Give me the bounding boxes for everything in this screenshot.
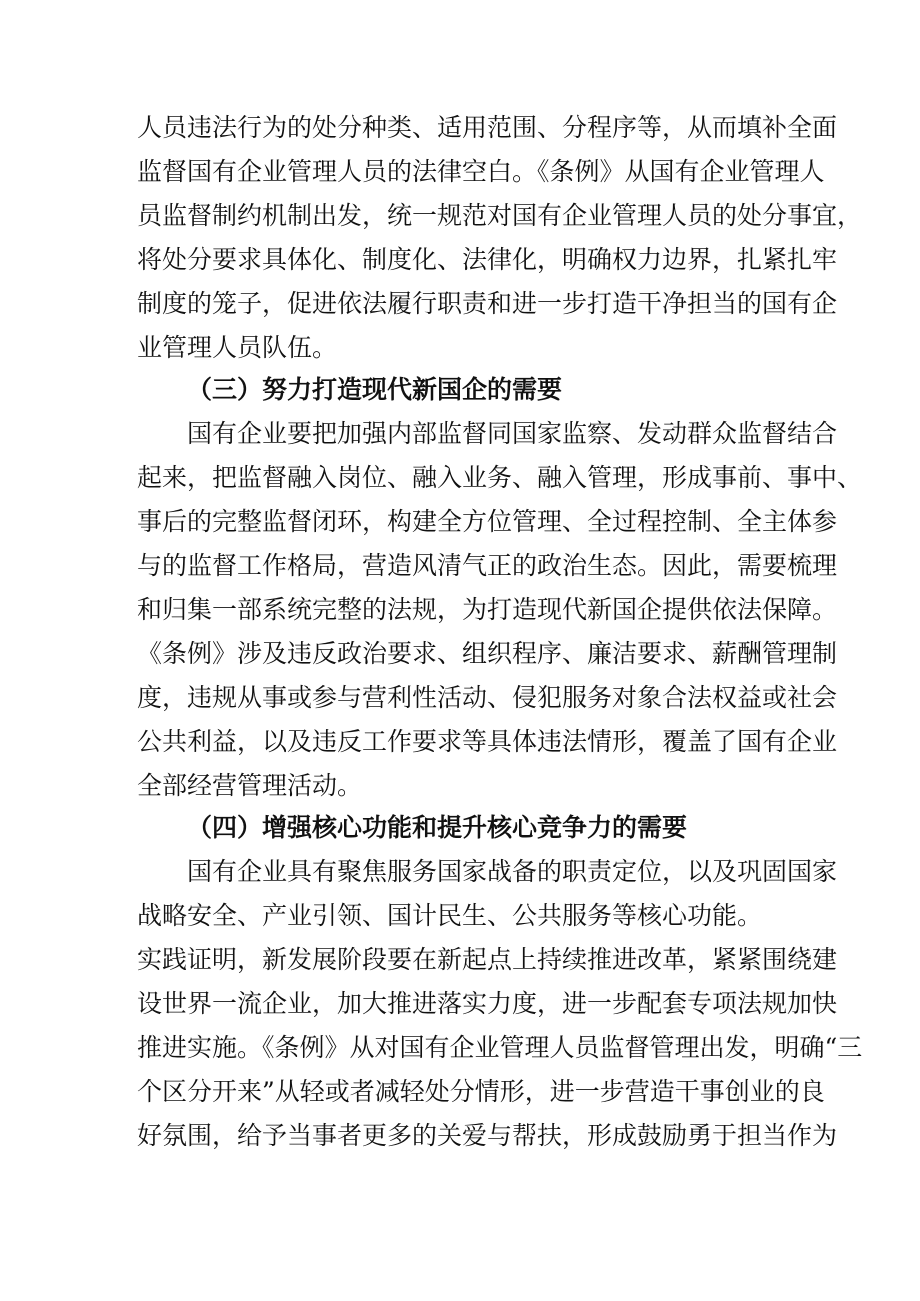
paragraph-2-line-7: 度，违规从事或参与营利性活动、侵犯服务对象合法权益或社会 — [137, 683, 838, 712]
paragraph-4-line-3: 推进实施。《条例》从对国有企业管理人员监督管理出发，明确“三 — [137, 1033, 863, 1062]
paragraph-2-line-8: 公共利益，以及违反工作要求等具体违法情形，覆盖了国有企业 — [137, 727, 838, 756]
paragraph-4-line-5: 好氛围，给予当事者更多的关爱与帮扶，形成鼓励勇于担当作为 — [137, 1121, 838, 1150]
paragraph-1-line-2: 监督国有企业管理人员的法律空白。《条例》从国有企业管理人 — [137, 157, 825, 186]
paragraph-1-line-5: 制度的笼子，促进依法履行职责和进一步打造干净担当的国有企 — [137, 289, 838, 318]
paragraph-2-line-9: 全部经营管理活动。 — [137, 771, 363, 800]
paragraph-2-line-5: 和归集一部系统完整的法规，为打造现代新国企提供依法保障。 — [137, 595, 838, 624]
paragraph-2-line-3: 事后的完整监督闭环，构建全方位管理、全过程控制、全主体参 — [137, 507, 838, 536]
paragraph-4-line-2: 设世界一流企业，加大推进落实力度，进一步配套专项法规加快 — [137, 989, 838, 1018]
paragraph-3-line-2: 战略安全、产业引领、国计民生、公共服务等核心功能。 — [137, 901, 763, 930]
paragraph-2-line-1: 国有企业要把加强内部监督同国家监察、发动群众监督结合 — [187, 419, 838, 448]
paragraph-2-line-2: 起来，把监督融入岗位、融入业务、融入管理，形成事前、事中、 — [137, 463, 863, 492]
paragraph-4-line-4: 个区分开来”从轻或者减轻处分情形，进一步营造干事创业的良 — [137, 1077, 825, 1106]
section-heading-4: （四）增强核心功能和提升核心竞争力的需要 — [187, 813, 688, 842]
paragraph-3-line-1: 国有企业具有聚焦服务国家战备的职责定位，以及巩固国家 — [187, 857, 838, 886]
paragraph-1-line-4: 将处分要求具体化、制度化、法律化，明确权力边界，扎紧扎牢 — [137, 245, 838, 274]
paragraph-2-line-4: 与的监督工作格局，营造风清气正的政治生态。因此，需要梳理 — [137, 551, 838, 580]
section-heading-3: （三）努力打造现代新国企的需要 — [187, 375, 563, 404]
paragraph-2-line-6: 《条例》涉及违反政治要求、组织程序、廉洁要求、薪酬管理制 — [137, 639, 838, 668]
paragraph-1-line-1: 人员违法行为的处分种类、适用范围、分程序等，从而填补全面 — [137, 113, 838, 142]
paragraph-1-line-3: 员监督制约机制出发，统一规范对国有企业管理人员的处分事宜， — [137, 201, 863, 230]
paragraph-4-line-1: 实践证明，新发展阶段要在新起点上持续推进改革，紧紧围绕建 — [137, 945, 838, 974]
paragraph-1-line-6: 业管理人员队伍。 — [137, 333, 338, 362]
